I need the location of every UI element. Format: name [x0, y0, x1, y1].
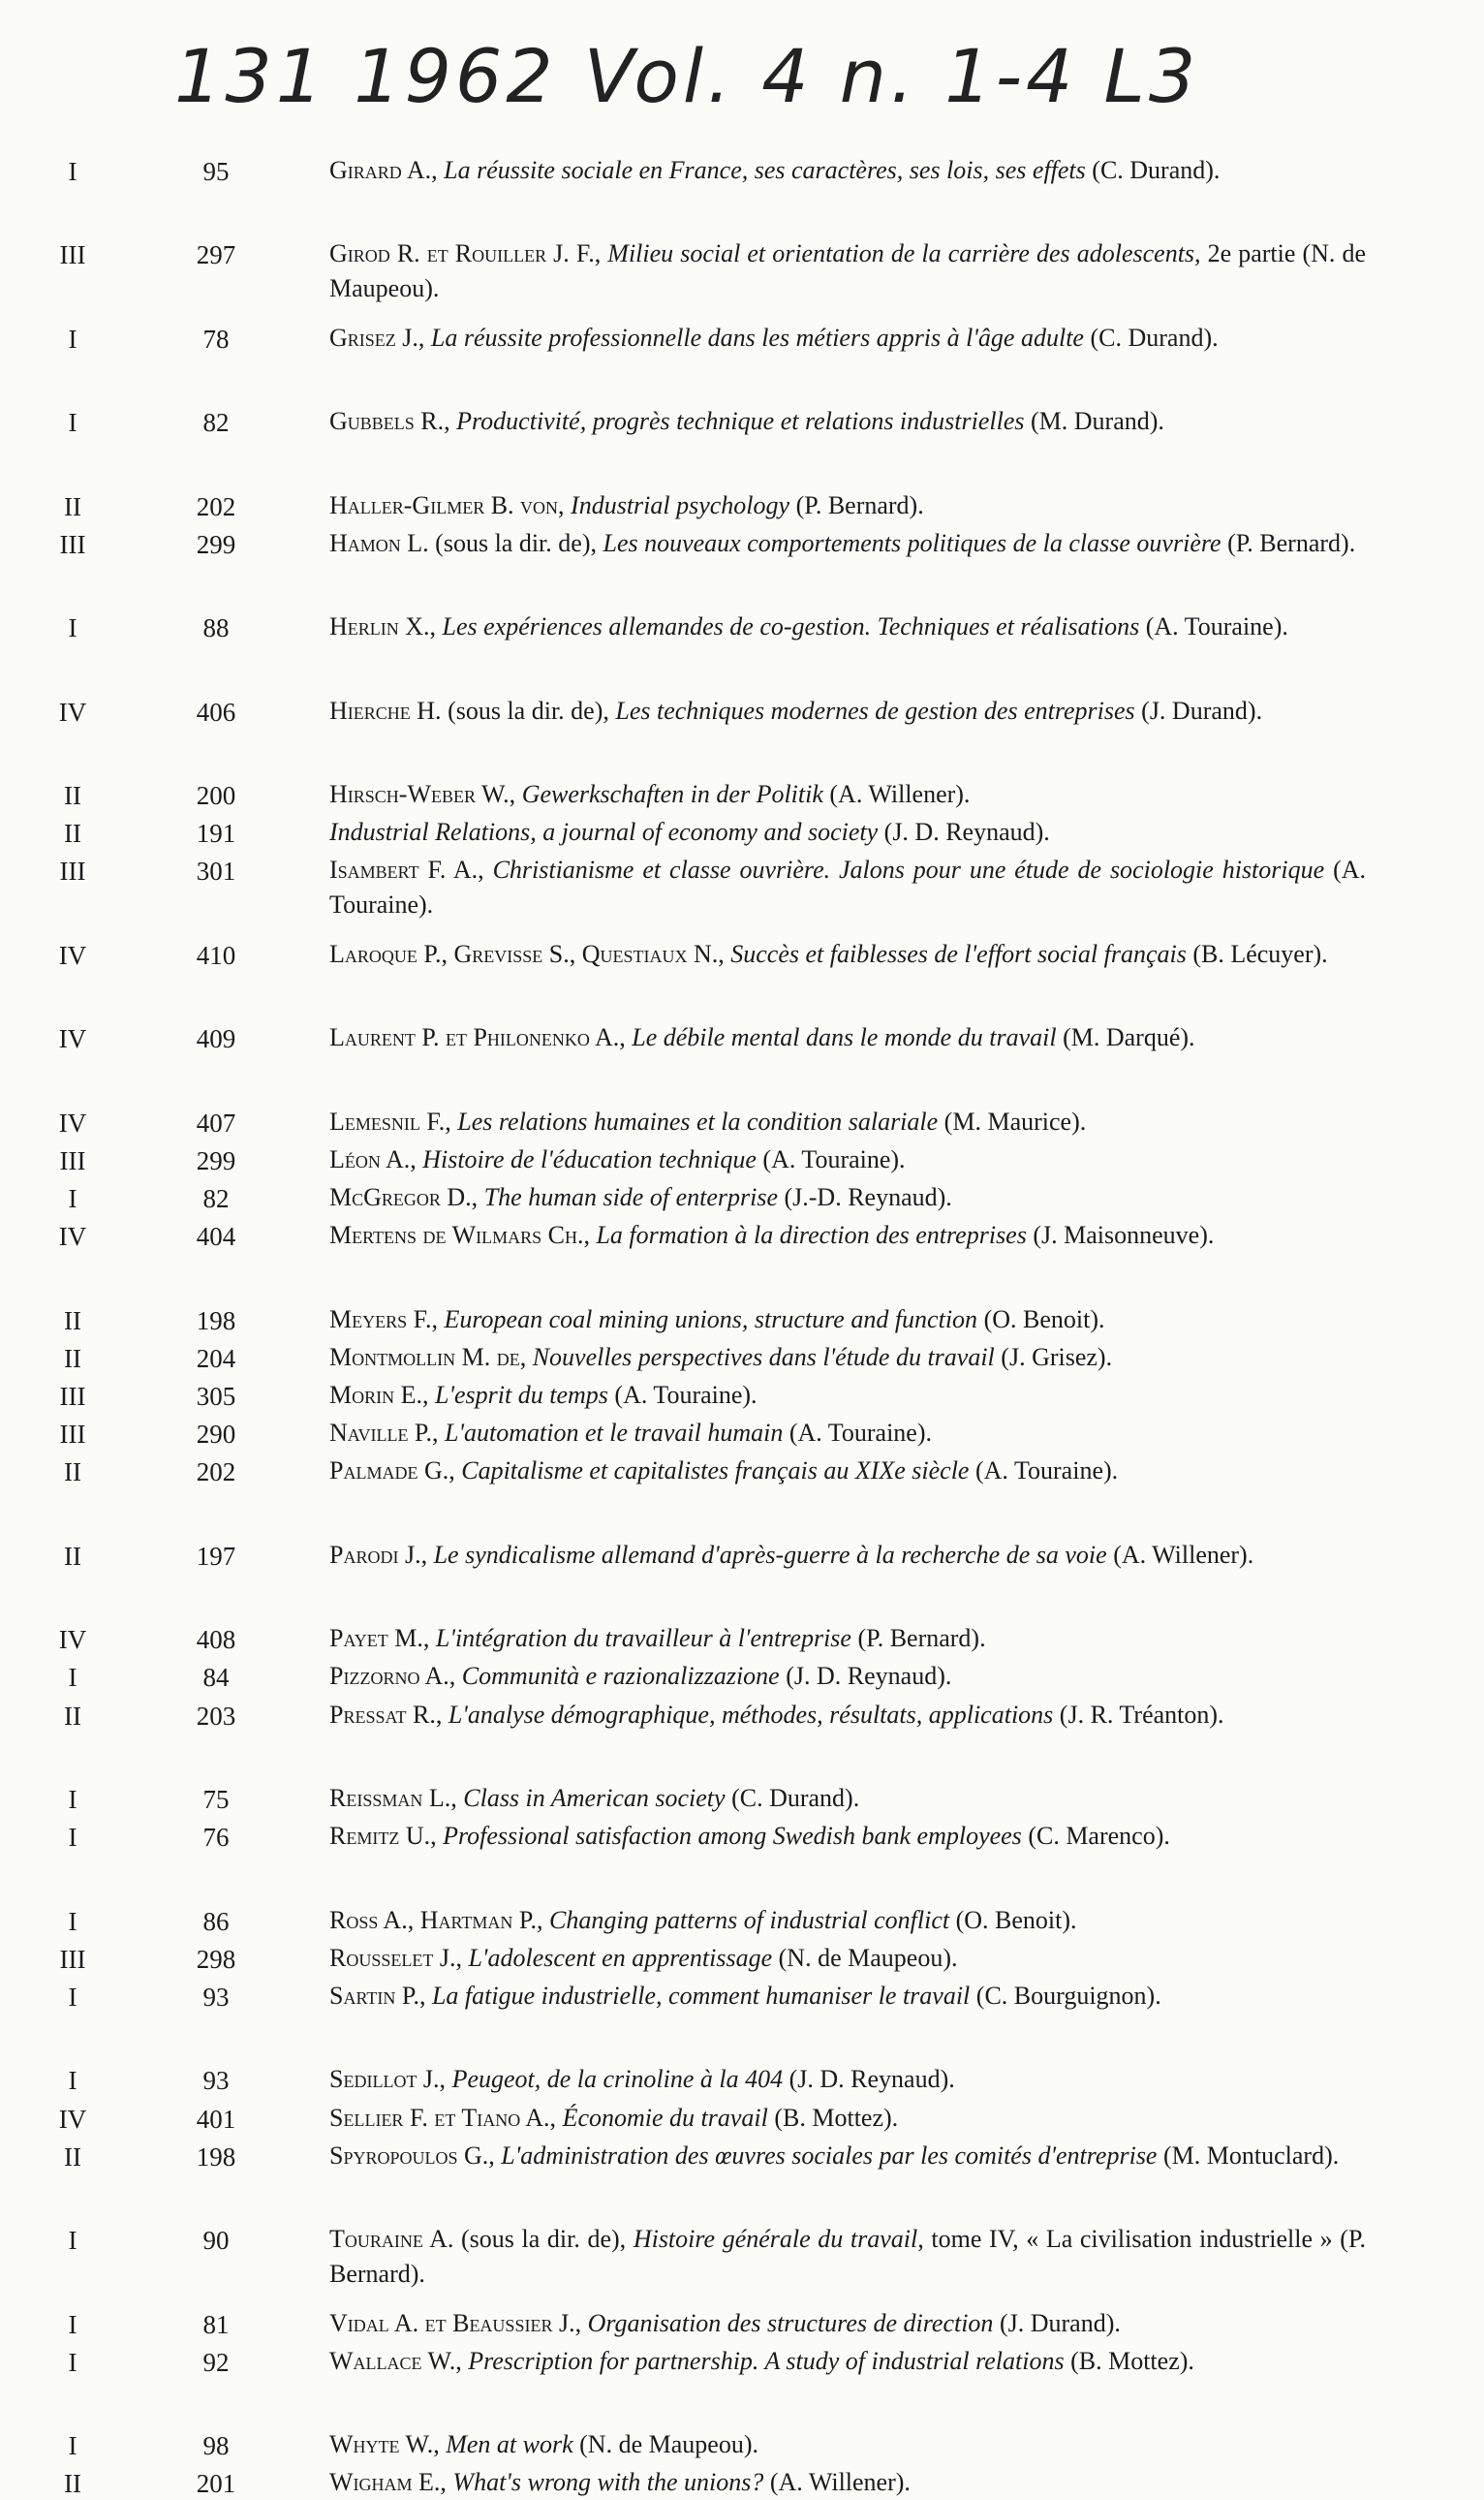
author-name: Sedillot J.,: [329, 2065, 447, 2094]
page-number: 76: [202, 1823, 230, 1853]
volume-number: II: [64, 2469, 81, 2499]
reviewer-name: (A. Touraine).: [788, 1419, 932, 1448]
work-title: Capitalisme et capitalistes français au XIXe siècle: [461, 1456, 970, 1485]
volume-number: III: [59, 1145, 86, 1175]
work-title: La réussite sociale en France, ses caractères, ses lois, ses effets: [444, 156, 1086, 184]
author-name: Palmade G.,: [329, 1456, 455, 1485]
reviewer-name: (A. Willener).: [769, 2468, 911, 2497]
handwritten-header: 131 1962 Vol. 4 n. 1-4 L3: [174, 33, 1200, 119]
author-name: Pressat R.,: [329, 1700, 443, 1729]
reviewer-name: (A. Willener).: [1113, 1540, 1254, 1569]
volume-number: II: [64, 781, 81, 810]
page-number: 204: [196, 1343, 236, 1373]
author-name: Hierche H.: [329, 696, 442, 725]
volume-number: III: [59, 857, 86, 887]
reference-text: [329, 1659, 1366, 1694]
author-name: Sartin P.,: [329, 1982, 426, 2010]
page-number: 202: [196, 491, 236, 521]
reviewer-name: (O. Benoit).: [983, 1304, 1105, 1333]
reviewer-name: (M. Darqué).: [1063, 1023, 1195, 1052]
reviewer-name: (J. D. Reynaud).: [788, 2065, 955, 2094]
page-number: 93: [202, 1983, 230, 2012]
author-name: Gubbels R.,: [329, 407, 450, 436]
page-number: 200: [196, 781, 236, 810]
extra-info: 2e partie: [1207, 239, 1296, 268]
reviewer-name: (B. Lécuyer).: [1192, 939, 1328, 968]
author-name: Herlin X.,: [329, 612, 437, 641]
work-title: Prescription for partnership. A study of industrial relations: [468, 2346, 1065, 2375]
work-title: The human side of enterprise: [483, 1183, 778, 1211]
volume-number: I: [68, 1823, 77, 1853]
author-name: Hamon L.: [329, 528, 429, 557]
reference-text: [329, 2427, 1366, 2462]
reference-text: [329, 694, 1366, 729]
reviewer-name: (J. Maisonneuve).: [1033, 1221, 1215, 1250]
reference-text: [329, 1903, 1366, 1938]
reference-text: [329, 1979, 1366, 2014]
volume-number: I: [68, 408, 77, 438]
work-title: Histoire de l'éducation technique: [422, 1144, 757, 1173]
reviewer-name: (J. Durand).: [1141, 696, 1263, 725]
reference-text: [329, 236, 1366, 306]
author-name: Morin E.,: [329, 1381, 429, 1409]
volume-number: I: [68, 1184, 77, 1213]
work-title: Les nouveaux comportements politiques de la classe ouvrière: [603, 528, 1221, 557]
work-title: Les relations humaines et la condition salariale: [457, 1107, 939, 1136]
page-number: 299: [196, 1145, 236, 1175]
reference-text: [329, 1218, 1366, 1253]
work-title: Changing patterns of industrial conflict: [548, 1905, 950, 1934]
page-number: 202: [196, 1457, 236, 1487]
author-name: Spyropoulos G.,: [329, 2141, 495, 2170]
work-title: L'automation et le travail humain: [445, 1419, 784, 1448]
page-number: 84: [202, 1663, 230, 1693]
editor-note: (sous la dir. de),: [448, 696, 609, 725]
extra-info: tome IV, « La civilisation industrielle »: [931, 2225, 1333, 2254]
volume-number: I: [68, 2431, 77, 2461]
reviewer-name: (A. Willener).: [829, 780, 971, 808]
work-title: Histoire générale du travail,: [633, 2225, 924, 2254]
work-title: L'analyse démographique, méthodes, résultats, applications: [448, 1700, 1054, 1729]
work-title: Peugeot, de la crinoline à la 404: [451, 2065, 784, 2094]
reviewer-name: (P. Bernard).: [1227, 528, 1356, 557]
editor-note: (sous la dir. de),: [460, 2225, 627, 2254]
volume-number: I: [68, 2226, 77, 2256]
reviewer-name: (A. Touraine).: [329, 856, 1367, 920]
page-number: 301: [196, 857, 236, 887]
author-name: Léon A.,: [329, 1144, 417, 1173]
reference-text: [329, 526, 1366, 561]
volume-number: IV: [58, 1108, 87, 1138]
page-number: 407: [196, 1108, 236, 1138]
volume-number: I: [68, 2066, 77, 2096]
page-number: 201: [196, 2469, 236, 2499]
volume-number: I: [68, 1983, 77, 2012]
author-name: Haller-Gilmer B. von,: [329, 490, 565, 519]
page-number: 86: [202, 1906, 230, 1936]
volume-number: I: [68, 2309, 77, 2339]
page-number: 88: [202, 613, 230, 643]
page-number: 197: [196, 1541, 236, 1571]
volume-number: II: [64, 1343, 81, 1373]
reference-text: [329, 321, 1366, 356]
reviewer-name: (C. Durand).: [1092, 156, 1221, 184]
volume-number: IV: [58, 940, 87, 970]
reviewer-name: (C. Marenco).: [1028, 1822, 1170, 1851]
reviewer-name: (J. D. Reynaud).: [786, 1662, 952, 1691]
page-number: 95: [202, 157, 230, 186]
reference-text: [329, 853, 1366, 922]
author-name: Payet M.,: [329, 1624, 430, 1653]
page-number: 98: [202, 2431, 230, 2461]
reference-text: [329, 2139, 1366, 2173]
author-name: Remitz U.,: [329, 1822, 437, 1851]
reviewer-name: (C. Durand).: [731, 1784, 860, 1812]
reference-text: [329, 1538, 1366, 1573]
work-title: La fatigue industrielle, comment humaniser le travail: [431, 1982, 971, 2010]
reviewer-name: (P. Bernard).: [329, 2225, 1367, 2289]
editor-note: (sous la dir. de),: [435, 528, 597, 557]
volume-number: I: [68, 2347, 77, 2377]
author-name: Meyers F.,: [329, 1304, 439, 1333]
work-title: Christianisme et classe ouvrière. Jalons pour une étude de sociologie historique: [492, 856, 1325, 885]
reviewer-name: (B. Mottez).: [1070, 2346, 1194, 2375]
author-name: Reissman L.,: [329, 1784, 457, 1812]
author-name: Lemesnil F.,: [329, 1107, 451, 1136]
page-number: 401: [196, 2104, 236, 2134]
page-number: 92: [202, 2347, 230, 2377]
volume-number: II: [64, 491, 81, 521]
reference-text: [329, 815, 1366, 850]
author-name: Laroque P., Grevisse S., Questiaux N.,: [329, 939, 725, 968]
author-name: Hirsch-Weber W.,: [329, 780, 516, 808]
volume-number: I: [68, 1906, 77, 1936]
reference-text: [329, 2101, 1366, 2136]
work-title: Les techniques modernes de gestion des entreprises: [615, 696, 1135, 725]
reference-text: [329, 1621, 1366, 1656]
volume-number: III: [59, 1420, 86, 1450]
reference-text: [329, 488, 1366, 523]
work-title: L'esprit du temps: [435, 1381, 608, 1409]
author-name: Montmollin M. de,: [329, 1342, 527, 1371]
work-title: Succès et faiblesses de l'effort social français: [730, 939, 1187, 968]
author-name: Girard A.,: [329, 156, 438, 184]
volume-number: I: [68, 1785, 77, 1814]
reference-text: [329, 2062, 1366, 2097]
author-name: Sellier F. et Tiano A.,: [329, 2103, 557, 2132]
reference-text: [329, 1941, 1366, 1976]
author-name: Vidal A. et Beaussier J.,: [329, 2308, 582, 2337]
page-number: 409: [196, 1024, 236, 1054]
work-title: Gewerkschaften in der Politik: [521, 780, 823, 808]
work-title: La réussite professionnelle dans les métiers appris à l'âge adulte: [430, 323, 1084, 352]
reviewer-name: (B. Mottez).: [774, 2103, 899, 2132]
volume-number: II: [64, 1457, 81, 1487]
reviewer-name: (J. Durand).: [999, 2308, 1121, 2337]
page-number: 408: [196, 1625, 236, 1655]
work-title: Industrial psychology: [571, 490, 790, 519]
work-title: Le syndicalisme allemand d'après-guerre à la recherche de sa voie: [433, 1540, 1107, 1569]
volume-number: I: [68, 1663, 77, 1693]
reviewer-name: (A. Touraine).: [1145, 612, 1288, 641]
reference-text: [329, 937, 1366, 972]
work-title: Men at work: [446, 2430, 573, 2459]
author-name: Mertens de Wilmars Ch.,: [329, 1221, 590, 1250]
author-name: McGregor D.,: [329, 1183, 479, 1211]
page-number: 90: [202, 2226, 230, 2256]
page-number: 299: [196, 529, 236, 559]
reference-text: [329, 1453, 1366, 1488]
reviewer-name: (P. Bernard).: [857, 1624, 986, 1653]
reviewer-name: (C. Durand).: [1090, 323, 1219, 352]
volume-number: II: [64, 1701, 81, 1731]
reference-text: [329, 1340, 1366, 1375]
page-number: 198: [196, 1305, 236, 1335]
author-name: Pizzorno A.,: [329, 1662, 456, 1691]
page-number: 406: [196, 697, 236, 727]
page-number: 297: [196, 240, 236, 270]
reference-text: [329, 1819, 1366, 1854]
volume-number: II: [64, 2141, 81, 2172]
reference-text: [329, 777, 1366, 812]
reviewer-name: (A. Touraine).: [762, 1144, 906, 1173]
author-name: Touraine A.: [329, 2225, 454, 2254]
work-title: Milieu social et orientation de la carrière des adolescents,: [607, 239, 1201, 268]
work-title: Professional satisfaction among Swedish bank employees: [443, 1822, 1022, 1851]
page-number: 93: [202, 2066, 230, 2096]
volume-number: IV: [58, 1625, 87, 1655]
reviewer-name: (C. Bourguignon).: [975, 1982, 1161, 2010]
reviewer-name: (J. R. Tréanton).: [1059, 1700, 1224, 1729]
volume-number: III: [59, 1382, 86, 1411]
reference-text: [329, 404, 1366, 439]
page-number: 81: [202, 2309, 230, 2339]
reviewer-name: (J. Grisez).: [1001, 1342, 1113, 1371]
reviewer-name: (N. de Maupeou).: [778, 1943, 958, 1972]
work-title: Nouvelles perspectives dans l'étude du travail: [532, 1342, 995, 1371]
volume-number: IV: [58, 1024, 87, 1054]
author-name: Wallace W.,: [329, 2346, 462, 2375]
reference-text: [329, 2306, 1366, 2341]
page-number: 75: [202, 1785, 230, 1814]
reviewer-name: (A. Touraine).: [974, 1456, 1119, 1485]
page-number: 82: [202, 408, 230, 438]
work-title: Communità e razionalizzazione: [461, 1662, 780, 1691]
page-number: 298: [196, 1944, 236, 1974]
page-number: 404: [196, 1222, 236, 1252]
volume-number: I: [68, 324, 77, 354]
page-number: 198: [196, 2141, 236, 2172]
reviewer-name: (A. Touraine).: [614, 1381, 757, 1409]
reference-text: [329, 1781, 1366, 1816]
author-name: Naville P.,: [329, 1419, 439, 1448]
page-number: 191: [196, 819, 236, 849]
volume-number: I: [68, 157, 77, 186]
page-number: 290: [196, 1420, 236, 1450]
volume-number: II: [64, 819, 81, 849]
author-name: Girod R. et Rouiller J. F.,: [329, 239, 602, 268]
volume-number: II: [64, 1305, 81, 1335]
reviewer-name: (M. Montuclard).: [1162, 2141, 1340, 2170]
work-title: Le débile mental dans le monde du travail: [632, 1023, 1057, 1052]
work-title: What's wrong with the unions?: [452, 2468, 764, 2497]
reviewer-name: (J.-D. Reynaud).: [784, 1183, 952, 1211]
reference-text: [329, 2222, 1366, 2292]
author-name: Whyte W.,: [329, 2430, 440, 2459]
reviewer-name: (N. de Maupeou).: [579, 2430, 758, 2459]
work-title: Organisation des structures de direction: [587, 2308, 994, 2337]
work-title: Class in American society: [463, 1784, 726, 1812]
reference-text: [329, 1142, 1366, 1177]
work-title: L'adolescent en apprentissage: [468, 1943, 773, 1972]
reference-text: [329, 609, 1366, 644]
volume-number: III: [59, 529, 86, 559]
reference-text: [329, 1302, 1366, 1337]
reference-text: [329, 2465, 1366, 2500]
volume-number: IV: [58, 1222, 87, 1252]
author-name: Grisez J.,: [329, 323, 425, 352]
volume-number: IV: [58, 2104, 87, 2134]
reference-text: [329, 1698, 1366, 1733]
reference-text: [329, 2344, 1366, 2379]
reference-text: [329, 1020, 1366, 1055]
reviewer-name: (N. de Maupeou).: [329, 239, 1367, 303]
work-title: L'administration des œuvres sociales par les comités d'entreprise: [501, 2141, 1158, 2170]
page-number: 305: [196, 1382, 236, 1411]
reviewer-name: (O. Benoit).: [955, 1905, 1077, 1934]
page-number: 78: [202, 324, 230, 354]
work-title: European coal mining unions, structure and function: [444, 1304, 978, 1333]
reviewer-name: (P. Bernard).: [795, 490, 924, 519]
work-title: Économie du travail: [562, 2103, 768, 2132]
reference-text: [329, 1416, 1366, 1451]
reference-text: [329, 153, 1366, 188]
reference-text: [329, 1105, 1366, 1140]
volume-number: III: [59, 1944, 86, 1974]
work-title: L'intégration du travailleur à l'entreprise: [435, 1624, 851, 1653]
work-title: Les expériences allemandes de co-gestion. Techniques et réalisations: [442, 612, 1140, 641]
volume-number: II: [64, 1541, 81, 1571]
author-name: Parodi J.,: [329, 1540, 428, 1569]
page-number: 410: [196, 940, 236, 970]
volume-number: IV: [58, 697, 87, 727]
reviewer-name: (J. D. Reynaud).: [883, 818, 1050, 847]
author-name: Ross A., Hartman P.,: [329, 1905, 543, 1934]
reviewer-name: (M. Durand).: [1031, 407, 1164, 436]
author-name: Wigham E.,: [329, 2468, 447, 2497]
reviewer-name: (M. Maurice).: [943, 1107, 1087, 1136]
volume-number: I: [68, 613, 77, 643]
page-number: 82: [202, 1184, 230, 1213]
work-title: Industrial Relations, a journal of economy and society: [329, 818, 879, 847]
author-name: Rousselet J.,: [329, 1943, 462, 1972]
reference-text: [329, 1378, 1366, 1413]
reference-text: [329, 1180, 1366, 1215]
volume-number: III: [59, 240, 86, 270]
work-title: La formation à la direction des entreprises: [596, 1221, 1027, 1250]
author-name: Laurent P. et Philonenko A.,: [329, 1023, 626, 1052]
work-title: Productivité, progrès technique et relations industrielles: [456, 407, 1025, 436]
page-number: 203: [196, 1701, 236, 1731]
author-name: Isambert F. A.,: [329, 856, 484, 885]
